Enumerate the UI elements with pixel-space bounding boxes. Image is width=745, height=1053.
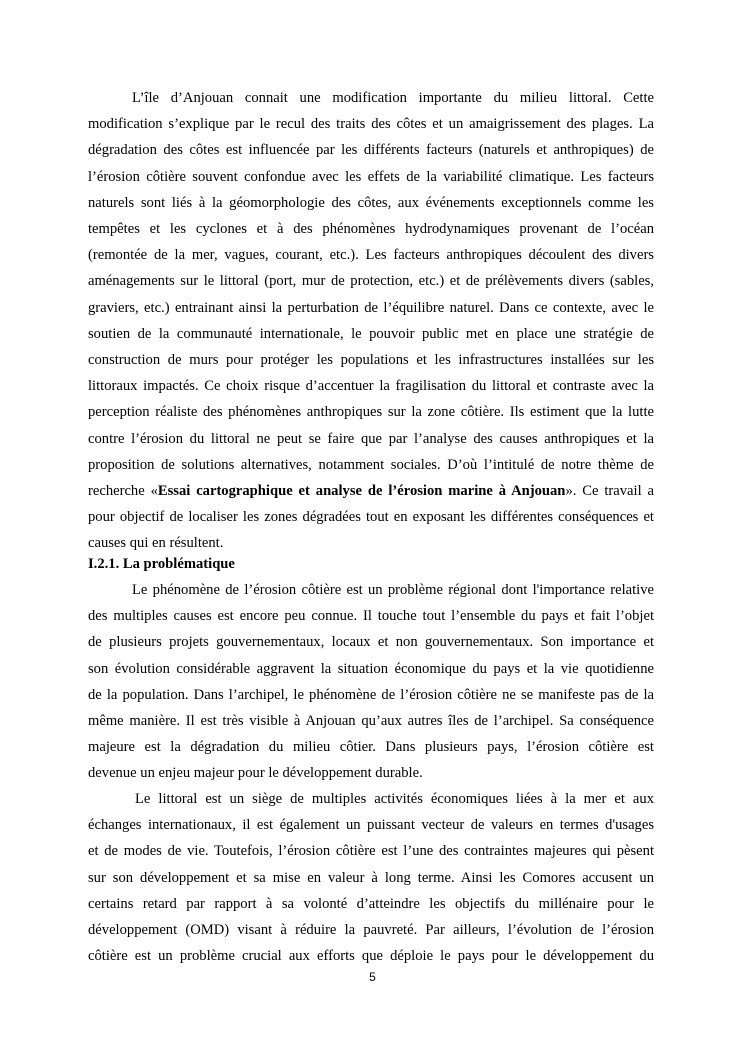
text-line: devenue un enjeu majeur pour le développement durable. <box>88 765 423 782</box>
text-line: graviers, etc.) entrainant ainsi la perturbation de l’équilibre naturel. Dans ce contexte, avec le <box>88 299 654 316</box>
text-line: des multiples causes est encore peu connue. Il touche tout l’ensemble du pays et fait l’objet <box>88 608 654 625</box>
text-line: littoraux impactés. Ce choix risque d’accentuer la fragilisation du littoral et contraste avec la <box>88 378 654 395</box>
text-line-with-title <box>88 478 654 504</box>
text-line: causes qui en résultent. <box>88 535 224 552</box>
text-line: aménagements sur le littoral (port, mur de protection, etc.) et de prélèvements divers (sables, <box>88 273 654 290</box>
text-line: l’érosion côtière souvent confondue avec les effets de la variabilité climatique. Les facteurs <box>88 168 654 185</box>
text-line: côtière est un problème crucial aux efforts que déploie le pays pour le développement du <box>88 948 654 965</box>
text-line: construction de murs pour protéger les populations et les infrastructures installées sur les <box>88 352 654 369</box>
text-line: dégradation des côtes est influencée par les différents facteurs (naturels et anthropiques) de <box>88 142 654 159</box>
text-line: de la population. Dans l’archipel, le phénomène de l’érosion côtière ne se manifeste pas de la <box>88 686 654 703</box>
research-title: Essai cartographique et analyse de l’érosion marine à Anjouan <box>157 483 566 500</box>
text-line: majeure est la dégradation du milieu côtier. Dans plusieurs pays, l’érosion côtière est <box>88 739 654 756</box>
text-line: (remontée de la mer, vagues, courant, etc.). Les facteurs anthropiques découlent des divers <box>88 247 654 264</box>
text-line: certains retard par rapport à sa volonté d’atteindre les objectifs du millénaire pour le <box>88 895 654 912</box>
text-line: modification s’explique par le recul des traits des côtes et un amaigrissement des plages. La <box>88 116 654 133</box>
text-line: développement (OMD) visant à réduire la pauvreté. Par ailleurs, l’évolution de l’érosion <box>88 922 654 939</box>
text-line: L’île d’Anjouan connait une modification importante du milieu littoral. Cette <box>132 90 654 106</box>
text-line: et de modes de vie. Toutefois, l’érosion côtière est l’une des contraintes majeures qui pèsent <box>88 843 654 860</box>
text-line: naturels sont liés à la géomorphologie des côtes, aux événements exceptionnels comme les <box>88 194 654 211</box>
paragraph-intro <box>88 85 654 557</box>
page-number: 5 <box>369 970 376 984</box>
text-segment: recherche « <box>88 483 158 500</box>
text-line: son évolution considérable aggravent la situation économique du pays et la vie quotidienne <box>88 660 654 677</box>
text-line: soutien de la communauté internationale, le pouvoir public met en place une stratégie de <box>88 325 654 342</box>
text-line: de plusieurs projets gouvernementaux, locaux et non gouvernementaux. Son importance et <box>88 634 654 651</box>
text-line: contre l’érosion du littoral ne peut se faire que par l’analyse des causes anthropiques et la <box>88 430 654 447</box>
text-line: sur son développement et sa mise en valeur à long terme. Ainsi les Comores accusent un <box>88 869 654 886</box>
paragraph-problematique <box>88 577 654 787</box>
section-heading: I.2.1. La problématique <box>88 556 235 572</box>
text-line: Le littoral est un siège de multiples activités économiques liées à la mer et aux <box>135 791 654 807</box>
text-line: proposition de solutions alternatives, notamment sociales. D’où l’intitulé de notre thème de <box>88 456 654 473</box>
text-line: tempêtes et les cyclones et à des phénomènes hydrodynamiques provenant de l’océan <box>88 221 654 238</box>
paragraph-littoral <box>88 786 654 969</box>
text-line: Le phénomène de l’érosion côtière est un problème régional dont l'importance relative <box>132 582 654 598</box>
text-line: échanges internationaux, il est également un puissant vecteur de valeurs en termes d'usages <box>88 817 654 834</box>
text-line: pour objectif de localiser les zones dégradées tout en exposant les différentes conséquences et <box>88 509 654 526</box>
text-segment: ». Ce travail a <box>565 483 654 500</box>
text-line: perception réaliste des phénomènes anthropiques sur la zone côtière. Ils estiment que la lutte <box>88 404 654 421</box>
text-line: même manière. Il est très visible à Anjouan qu’aux autres îles de l’archipel. Sa conséquence <box>88 713 654 730</box>
